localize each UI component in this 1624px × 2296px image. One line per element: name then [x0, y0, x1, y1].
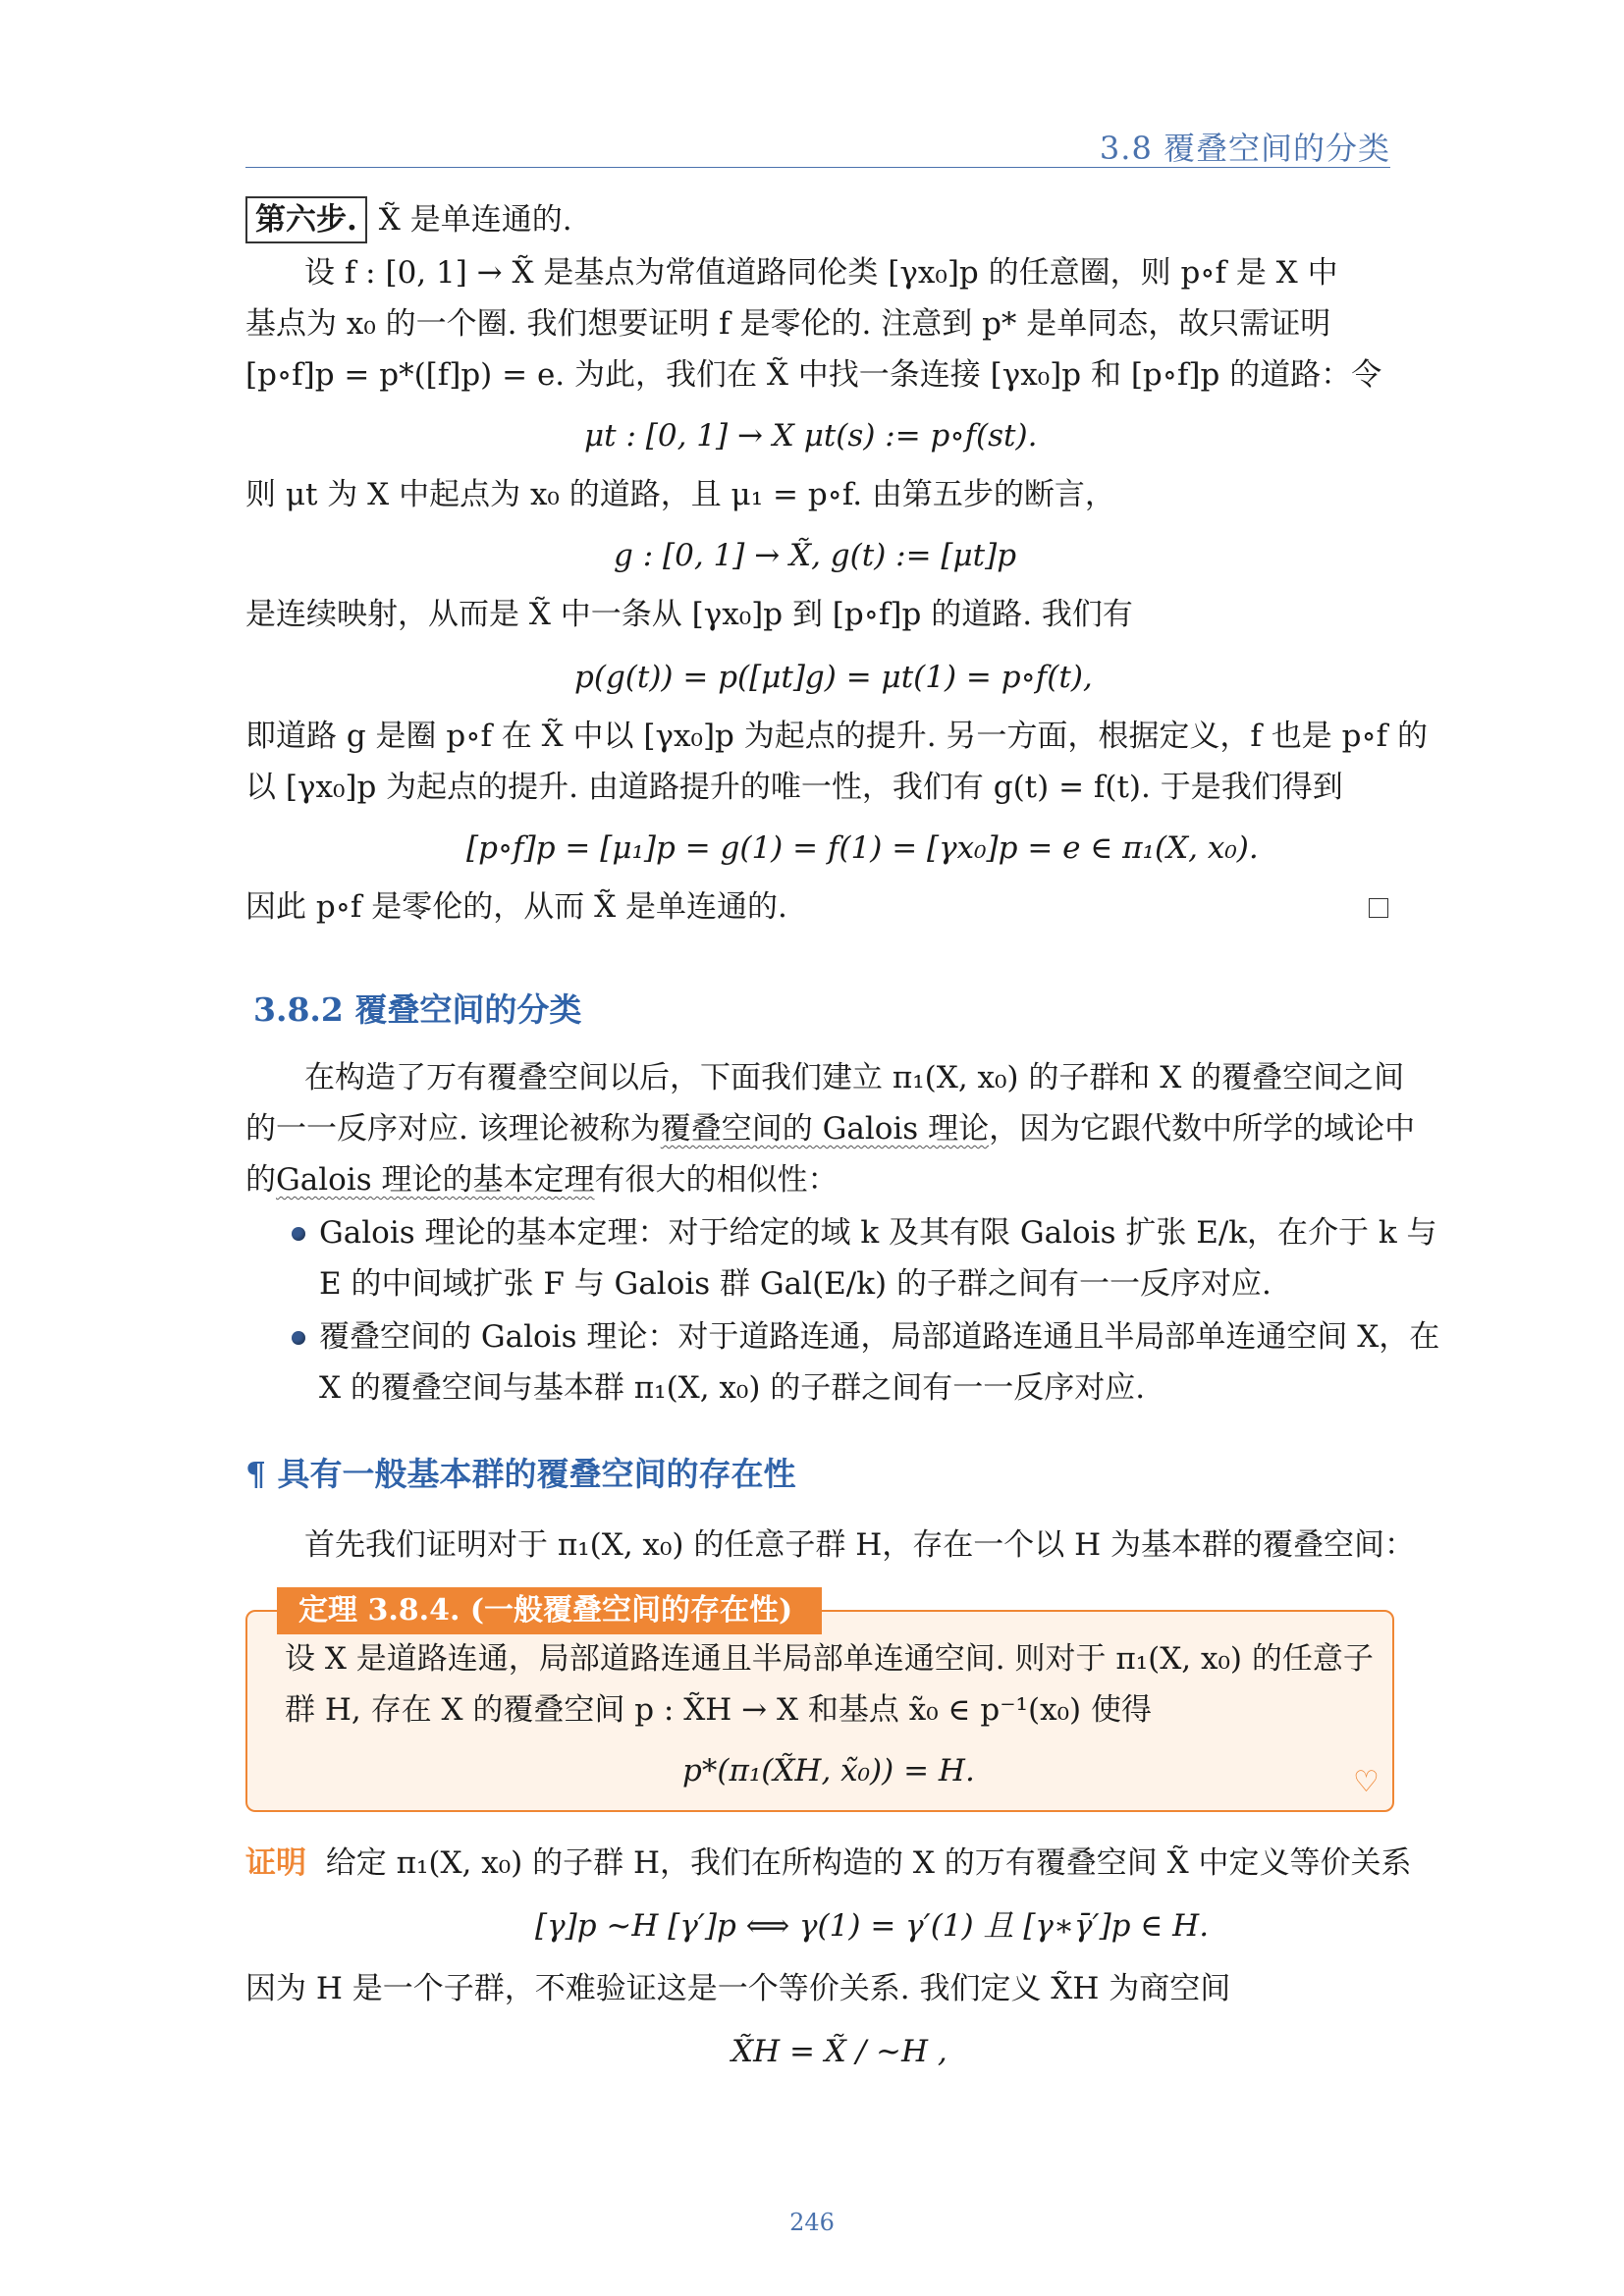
intro-line3-text: 的: [245, 1162, 276, 1198]
intro-line2-tail: ，因为它跟代数中所学的域论中: [989, 1111, 1416, 1147]
running-header: 3.8 覆叠空间的分类: [1099, 130, 1390, 167]
theorem-title: 定理 3.8.4. (一般覆叠空间的存在性): [277, 1587, 822, 1634]
step6-para-line2: 基点为 x₀ 的一个圈. 我们想要证明 f 是零伦的. 注意到 p* 是单同态，故只需证明: [245, 306, 1331, 342]
proof-line2: 因为 H 是一个子群，不难验证这是一个等价关系. 我们定义 X̃H 为商空间: [245, 1971, 1231, 2006]
galois-theory-term: 覆叠空间的 Galois 理论: [660, 1111, 990, 1147]
step6-continuous-line: 是连续映射，从而是 X̃ 中一条从 [γx₀]p 到 [p∘f]p 的道路. 我们有: [245, 597, 1133, 632]
theorem-end-heart-icon: ♡: [1353, 1765, 1380, 1799]
bullet2-line2: X 的覆叠空间与基本群 π₁(X, x₀) 的子群之间有一一反序对应.: [319, 1370, 1146, 1406]
equation-final: [p∘f]p = [μ₁]p = g(1) = f(1) = [γx₀]p = e ∈ π₁(X, x₀).: [466, 830, 1259, 866]
equation-pg: p(g(t)) = p([μt]g) = μt(1) = p∘f(t),: [574, 660, 1093, 695]
bullet1-line1: Galois 理论的基本定理：对于给定的域 k 及其有限 Galois 扩张 E/k，在介于 k 与: [319, 1215, 1437, 1251]
theorem-line2: 群 H, 存在 X 的覆叠空间 p : X̃H → X 和基点 x̃₀ ∈ p⁻¹(x₀) 使得: [285, 1692, 1152, 1728]
section-heading: 3.8.2 覆叠空间的分类: [253, 990, 582, 1029]
equation-mu: μt : [0, 1] → X μt(s) := p∘f(st).: [584, 418, 1038, 454]
step6-mu-line: 则 μt 为 X 中起点为 x₀ 的道路，且 μ₁ = p∘f. 由第五步的断言，: [245, 477, 1115, 512]
header-rule: [245, 167, 1390, 168]
proof-line1: [245, 1838, 1412, 1889]
bullet2-line1: 覆叠空间的 Galois 理论：对于道路连通，局部道路连通且半局部单连通空间 X，在: [319, 1319, 1440, 1355]
proof-quotient-equation: X̃H = X̃ / ~H ,: [731, 2034, 947, 2069]
equation-g: g : [0, 1] → X̃, g(t) := [μt]p: [614, 538, 1017, 573]
bullet-icon: [292, 1227, 305, 1241]
step-claim: X̃ 是单连通的.: [378, 202, 572, 238]
step6-heading: [245, 194, 572, 245]
step6-lift-line1: 即道路 g 是圈 p∘f 在 X̃ 中以 [γx₀]p 为起点的提升. 另一方面，根据定义，f 也是 p∘f 的: [245, 719, 1428, 754]
intro-line2: [245, 1103, 1415, 1154]
page-number: 246: [789, 2209, 835, 2236]
step6-lift-line2: 以 [γx₀]p 为起点的提升. 由道路提升的唯一性，我们有 g(t) = f(t). 于是我们得到: [245, 770, 1343, 805]
step-label: 第六步.: [245, 196, 367, 243]
step6-conclusion: 因此 p∘f 是零伦的，从而 X̃ 是单连通的.: [245, 889, 787, 925]
step6-para-line1: 设 f : [0, 1] → X̃ 是基点为常值道路同伦类 [γx₀]p 的任意圈，则 p∘f 是 X 中: [304, 255, 1338, 291]
proof-text: 给定 π₁(X, x₀) 的子群 H，我们在所构造的 X 的万有覆叠空间 X̃ 中定义等价关系: [325, 1845, 1412, 1881]
step6-para-line3: [p∘f]p = p*([f]p) = e. 为此，我们在 X̃ 中找一条连接 [γx₀]p 和 [p∘f]p 的道路：令: [245, 357, 1382, 393]
subsection-intro: 首先我们证明对于 π₁(X, x₀) 的任意子群 H，存在一个以 H 为基本群的覆叠空间：: [304, 1527, 1416, 1563]
fundamental-theorem-term: Galois 理论的基本定理: [276, 1162, 595, 1198]
intro-line2-text: 的一一反序对应. 该理论被称为: [245, 1111, 661, 1147]
subsection-heading: ¶ 具有一般基本群的覆叠空间的存在性: [245, 1455, 796, 1493]
intro-line3: [245, 1154, 839, 1205]
intro-line3-tail: 有很大的相似性：: [594, 1162, 839, 1198]
qed-symbol: [1369, 898, 1388, 918]
intro-line1: 在构造了万有覆叠空间以后，下面我们建立 π₁(X, x₀) 的子群和 X 的覆叠空间之间: [304, 1060, 1405, 1095]
theorem-equation: p*(π₁(X̃H, x̃₀)) = H.: [682, 1753, 975, 1789]
theorem-line1: 设 X 是道路连通，局部道路连通且半局部单连通空间. 则对于 π₁(X, x₀) 的任意子: [285, 1641, 1374, 1677]
proof-equivalence-equation: [γ]p ~H [γ′]p ⟺ γ(1) = γ′(1) 且 [γ∗γ̄′]p ∈ H.: [535, 1908, 1210, 1944]
proof-label: 证明: [245, 1845, 306, 1881]
bullet1-line2: E 的中间域扩张 F 与 Galois 群 Gal(E/k) 的子群之间有一一反序对应.: [319, 1266, 1272, 1302]
bullet-icon: [292, 1331, 305, 1345]
